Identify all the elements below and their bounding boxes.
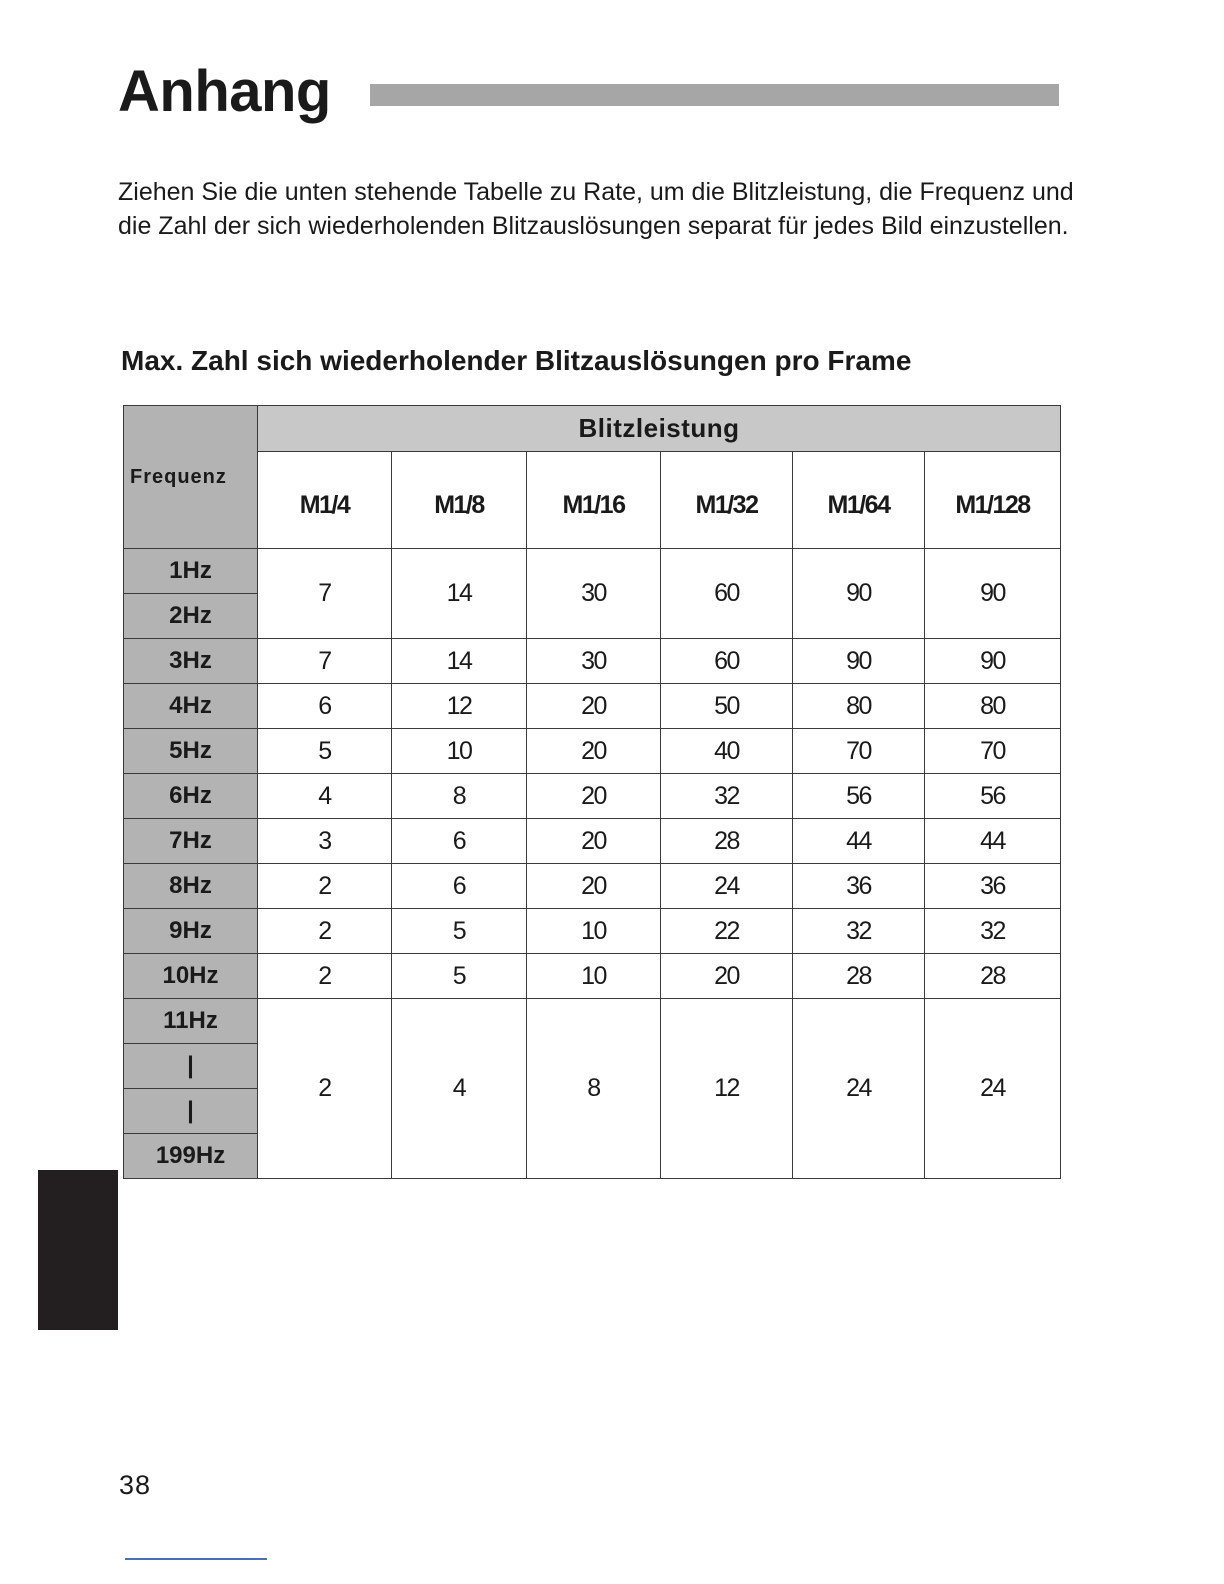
flash-table	[123, 405, 1061, 1179]
value-cell: 3	[258, 819, 392, 864]
table-row	[124, 954, 1061, 999]
value-cell: 5	[258, 729, 392, 774]
power-header: Blitzleistung	[258, 406, 1061, 452]
value-cell: 60	[661, 639, 793, 684]
frequency-range-marker: |	[124, 1044, 258, 1089]
value-cell: 60	[661, 549, 793, 639]
power-level-header: M1/16	[527, 452, 661, 549]
frequency-range-marker: |	[124, 1089, 258, 1134]
value-cell: 14	[392, 639, 527, 684]
table-row	[124, 909, 1061, 954]
value-cell: 32	[793, 909, 925, 954]
value-cell: 24	[661, 864, 793, 909]
value-cell: 28	[793, 954, 925, 999]
table-row	[124, 549, 1061, 594]
title-rule	[370, 84, 1059, 106]
value-cell: 8	[392, 774, 527, 819]
value-cell: 80	[793, 684, 925, 729]
frequency-label: 3Hz	[124, 639, 258, 684]
page-number: 38	[119, 1470, 152, 1500]
value-cell: 4	[258, 774, 392, 819]
value-cell: 6	[258, 684, 392, 729]
value-cell: 56	[793, 774, 925, 819]
value-cell: 24	[793, 999, 925, 1179]
power-level-header: M1/64	[793, 452, 925, 549]
section-thumb-tab	[38, 1170, 118, 1330]
value-cell: 20	[661, 954, 793, 999]
table-row	[124, 684, 1061, 729]
value-cell: 44	[925, 819, 1061, 864]
table-row	[124, 639, 1061, 684]
value-cell: 2	[258, 999, 392, 1179]
value-cell: 20	[527, 819, 661, 864]
value-cell: 10	[527, 909, 661, 954]
frequency-label: 5Hz	[124, 729, 258, 774]
value-cell: 7	[258, 549, 392, 639]
power-level-header: M1/32	[661, 452, 793, 549]
frequency-label: 2Hz	[124, 594, 258, 639]
value-cell: 50	[661, 684, 793, 729]
value-cell: 30	[527, 639, 661, 684]
value-cell: 44	[793, 819, 925, 864]
frequency-label: 9Hz	[124, 909, 258, 954]
value-cell: 20	[527, 729, 661, 774]
value-cell: 70	[925, 729, 1061, 774]
page-title: Anhang	[118, 59, 331, 124]
value-cell: 28	[661, 819, 793, 864]
value-cell: 20	[527, 864, 661, 909]
power-level-header: M1/4	[258, 452, 392, 549]
value-cell: 32	[661, 774, 793, 819]
frequency-label: 199Hz	[124, 1134, 258, 1179]
frequency-label: 8Hz	[124, 864, 258, 909]
value-cell: 12	[392, 684, 527, 729]
frequency-label: 7Hz	[124, 819, 258, 864]
frequency-label: 11Hz	[124, 999, 258, 1044]
value-cell: 30	[527, 549, 661, 639]
value-cell: 8	[527, 999, 661, 1179]
value-cell: 24	[925, 999, 1061, 1179]
value-cell: 6	[392, 864, 527, 909]
table-heading: Max. Zahl sich wiederholender Blitzauslösungen pro Frame	[121, 345, 912, 376]
value-cell: 20	[527, 774, 661, 819]
value-cell: 22	[661, 909, 793, 954]
frequency-label: 6Hz	[124, 774, 258, 819]
value-cell: 40	[661, 729, 793, 774]
value-cell: 56	[925, 774, 1061, 819]
value-cell: 6	[392, 819, 527, 864]
intro-paragraph: Ziehen Sie die unten stehende Tabelle zu Rate, um die Blitzleistung, die Frequenz und die Zahl der sich wiederholenden Blitzauslösungen separat für jedes Bild einzustellen.	[118, 178, 1074, 240]
power-level-header: M1/128	[925, 452, 1061, 549]
value-cell: 90	[925, 549, 1061, 639]
table-row	[124, 819, 1061, 864]
footer-rule	[125, 1558, 267, 1560]
frequency-label: 4Hz	[124, 684, 258, 729]
table-row	[124, 729, 1061, 774]
value-cell: 90	[793, 549, 925, 639]
value-cell: 90	[793, 639, 925, 684]
power-level-header: M1/8	[392, 452, 527, 549]
value-cell: 20	[527, 684, 661, 729]
value-cell: 5	[392, 909, 527, 954]
value-cell: 10	[392, 729, 527, 774]
table-row	[124, 999, 1061, 1044]
frequency-header: Frequenz	[124, 406, 258, 549]
table-row	[124, 864, 1061, 909]
value-cell: 90	[925, 639, 1061, 684]
value-cell: 10	[527, 954, 661, 999]
value-cell: 36	[925, 864, 1061, 909]
value-cell: 4	[392, 999, 527, 1179]
frequency-label: 10Hz	[124, 954, 258, 999]
value-cell: 14	[392, 549, 527, 639]
value-cell: 80	[925, 684, 1061, 729]
table-row	[124, 774, 1061, 819]
value-cell: 12	[661, 999, 793, 1179]
value-cell: 5	[392, 954, 527, 999]
value-cell: 70	[793, 729, 925, 774]
value-cell: 2	[258, 909, 392, 954]
value-cell: 2	[258, 954, 392, 999]
value-cell: 7	[258, 639, 392, 684]
frequency-label: 1Hz	[124, 549, 258, 594]
value-cell: 28	[925, 954, 1061, 999]
value-cell: 32	[925, 909, 1061, 954]
value-cell: 2	[258, 864, 392, 909]
value-cell: 36	[793, 864, 925, 909]
